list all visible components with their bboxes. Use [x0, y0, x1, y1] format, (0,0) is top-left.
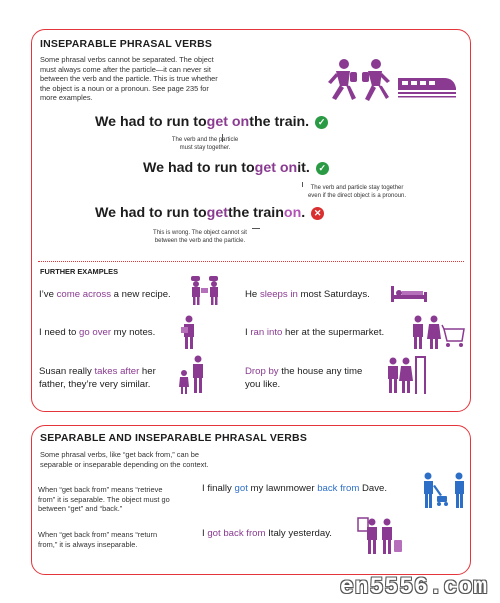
sentence-object: the train	[227, 205, 284, 221]
intro-line: more examples.	[40, 93, 93, 103]
note-line: even if the direct object is a pronoun.	[307, 192, 407, 199]
example-come-across	[39, 288, 171, 301]
student-reading-illustration	[179, 315, 199, 351]
example-sentence-wrong	[95, 205, 324, 221]
example-text: Italy yesterday.	[265, 528, 332, 539]
note-line: When “get back from” means “retrieve	[38, 485, 163, 494]
example-sleeps-in	[245, 288, 370, 301]
note-line: between the verb and the particle.	[154, 237, 246, 244]
inseparable-panel	[31, 29, 471, 412]
panel-title: SEPARABLE AND INSEPARABLE PHRASAL VERBS	[40, 432, 308, 444]
note-pronoun	[282, 185, 432, 200]
two-chefs-illustration	[188, 274, 224, 306]
example-text: her	[139, 366, 156, 377]
check-icon: ✓	[315, 116, 328, 129]
example-text: He	[245, 289, 260, 300]
example-text: most Saturdays.	[297, 289, 370, 300]
note-retrieve-from	[38, 485, 170, 514]
phrasal-verb: ran into	[250, 327, 283, 338]
note-line: This is wrong. The object cannot sit	[153, 230, 247, 236]
example-text: the house any time	[278, 366, 363, 377]
separable-inseparable-panel	[31, 425, 471, 575]
note-line: from,” it is always inseparable.	[38, 539, 138, 549]
sentence-text: the train.	[249, 114, 310, 130]
phrasal-verb: sleeps in	[259, 289, 298, 300]
example-text: Dave.	[359, 483, 388, 494]
note-wrong	[140, 230, 260, 245]
note-line: must stay together.	[179, 144, 231, 151]
example-text: a new recipe.	[111, 289, 171, 300]
sentence-text: it.	[297, 160, 310, 176]
phrasal-verb: got back from	[207, 528, 266, 539]
intro-line: Some phrasal verbs, like “get back from,” can be	[40, 450, 199, 459]
intro-line: separable or inseparable depending on the context.	[40, 459, 209, 469]
phrasal-verb: go over	[79, 327, 112, 338]
runners-train-illustration	[322, 54, 457, 104]
example-text: I	[245, 327, 251, 338]
example-text: her at the supermarket.	[282, 327, 385, 338]
example-ran-into	[245, 326, 384, 339]
example-sentence-correct	[95, 114, 328, 130]
note-line: The verb and the particle	[171, 137, 239, 143]
check-icon: ✓	[316, 162, 329, 175]
example-text: Susan really	[39, 366, 95, 377]
intro-line: the object is a noun or a pronoun. See page 235 for	[40, 83, 209, 93]
sentence-text: We had to run to	[95, 114, 207, 130]
intro-line: must always come after the particle—it can never sit	[40, 64, 211, 74]
travelers-illustration	[356, 516, 406, 556]
example-text: you like.	[245, 379, 281, 390]
phrasal-verb: come across	[56, 289, 111, 300]
lawnmower-return-illustration	[420, 472, 468, 510]
example-text: I	[202, 528, 208, 539]
phrasal-verb-part: get	[206, 205, 228, 221]
example-got-back-from-separable	[202, 482, 387, 495]
bed-illustration	[390, 284, 428, 304]
phrasal-verb: takes after	[94, 366, 140, 377]
note-line: between “get” and “back.”	[38, 504, 123, 514]
panel-title: INSEPARABLE PHRASAL VERBS	[40, 38, 213, 50]
phrasal-verb-particle: on	[283, 205, 302, 221]
example-text: I need to	[39, 327, 80, 338]
example-go-over	[39, 326, 155, 339]
example-got-back-from-inseparable	[202, 527, 332, 540]
intro-text	[40, 450, 208, 469]
example-takes-after	[39, 365, 156, 391]
visitor-at-door-illustration	[387, 355, 427, 395]
further-examples-heading: FURTHER EXAMPLES	[40, 267, 119, 276]
note-line: When “get back from” means “return	[38, 530, 158, 539]
example-text: I’ve	[39, 289, 57, 300]
phrasal-verb: get on	[206, 114, 250, 130]
section-divider	[38, 261, 464, 262]
father-daughter-illustration	[178, 355, 208, 395]
sentence-text: We had to run to	[95, 205, 207, 221]
train-icon	[398, 78, 456, 98]
sentence-text: We had to run to	[143, 160, 255, 176]
sentence-text: .	[301, 205, 306, 221]
phrasal-verb-part: got	[234, 483, 248, 494]
phrasal-verb: get on	[254, 160, 298, 176]
example-text: I finally	[202, 483, 235, 494]
runner-figure	[328, 59, 357, 100]
intro-text	[40, 55, 218, 103]
example-drop-by	[245, 365, 362, 391]
note-line: The verb and particle stay together	[310, 185, 404, 191]
phrasal-verb: Drop by	[245, 366, 279, 377]
note-return-from	[38, 530, 157, 549]
intro-line: Some phrasal verbs cannot be separated. The object	[40, 55, 214, 64]
example-sentence-correct-pronoun	[143, 160, 329, 176]
intro-line: between the verb and the particle. This is true whether	[40, 74, 218, 84]
phrasal-verb-particle: back from	[317, 483, 360, 494]
leader-line	[252, 228, 260, 229]
cross-icon: ✕	[311, 207, 324, 220]
example-object: my lawnmower	[247, 483, 318, 494]
runner-figure	[362, 59, 390, 101]
note-verb-particle	[150, 137, 260, 152]
watermark: en5556.com	[340, 574, 489, 600]
supermarket-meeting-illustration	[410, 315, 468, 351]
example-text: my notes.	[111, 327, 156, 338]
note-line: from” it is separable. The object must go	[38, 494, 170, 504]
example-text: father, they’re very similar.	[39, 379, 151, 390]
